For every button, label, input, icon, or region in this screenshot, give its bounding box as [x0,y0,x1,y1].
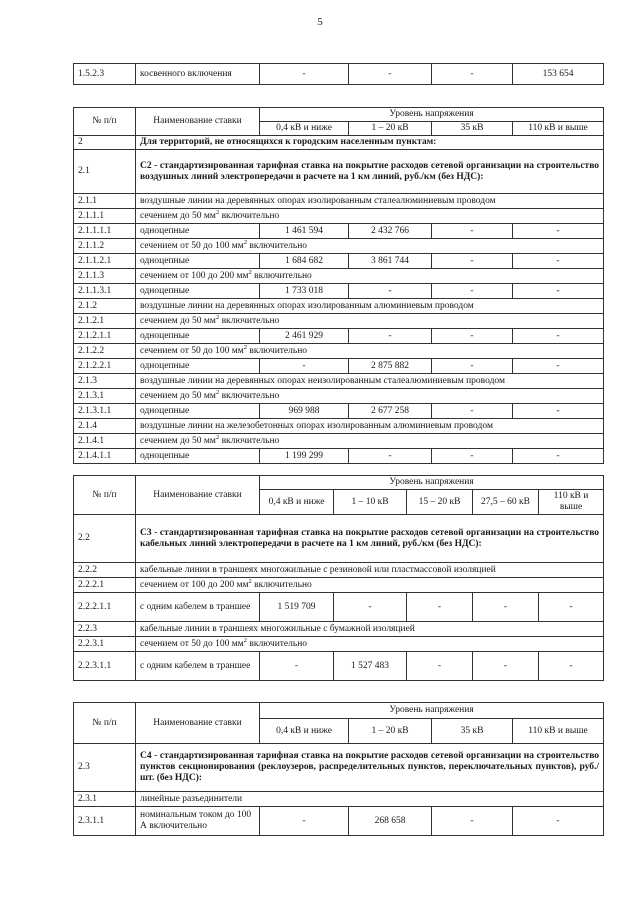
row-number: 2.1.1.3 [74,269,136,284]
description-text: кабельные линии в траншеях многожильные с бумажной изоляцией [140,623,415,634]
header-col: 110 кВ и выше [513,122,604,136]
row-name: с одним кабелем в траншее [136,652,260,681]
row-number: 2.1.2.2.1 [74,359,136,374]
value-cell: - [513,449,604,464]
description-text: сечением до 50 мм [140,315,216,326]
description-text: сечением от 100 до 200 мм [140,270,249,281]
row-number: 2.2.3 [74,622,136,637]
row-number: 2.2.2.1 [74,578,136,593]
value-cell: 2 875 882 [349,359,432,374]
value-cell: - [539,652,604,681]
table-row [74,419,604,434]
value-cell: 969 988 [260,404,349,419]
row-number: 2.1.2.2 [74,344,136,359]
header-num: № п/п [74,476,136,515]
value-cell: - [260,807,349,836]
description-tail: включительно [219,390,280,401]
table-row [74,239,604,254]
table-row [74,434,604,449]
header-col: 15 – 20 кВ [407,490,473,515]
value-cell: - [432,329,513,344]
description-text: сечением от 100 до 200 мм [140,579,249,590]
table-row [74,299,604,314]
value-cell: - [432,807,513,836]
header-num: № п/п [74,703,136,744]
description-text: сечением до 50 мм [140,210,216,221]
row-description [136,314,604,329]
section-title: Для территорий, не относящихся к городским населенным пунктам: [136,136,604,150]
table-row [74,563,604,578]
value-cell: 1 527 483 [334,652,407,681]
table-row [74,792,604,807]
superscript: 2 [215,433,220,441]
row-number: 2.2.3.1.1 [74,652,136,681]
header-col: 110 кВ и выше [513,719,604,744]
row-name: номинальным током до 100 А включительно [136,807,260,836]
value-cell: - [260,652,334,681]
description-tail: включительно [246,638,308,649]
row-description [136,622,604,637]
description-text: сечением от 50 до 100 мм [140,638,244,649]
row-number: 2.1.1.1 [74,209,136,224]
value-cell: - [432,449,513,464]
row-name: одноцепные [136,449,260,464]
value-cell: - [334,593,407,622]
table-c3 [73,475,604,681]
table-row [74,578,604,593]
table-row [74,374,604,389]
row-name: с одним кабелем в траншее [136,593,260,622]
row-number: 2.1.2.1 [74,314,136,329]
row-number: 2.1.4 [74,419,136,434]
value-cell: - [432,284,513,299]
row-number: 2.3 [74,744,136,792]
description-tail: включительно [219,315,280,326]
table-row [74,194,604,209]
row-number: 1.5.2.3 [74,64,136,85]
row-name: одноцепные [136,284,260,299]
row-description [136,344,604,359]
value-cell: - [260,359,349,374]
value-cell: - [432,359,513,374]
table-row [74,64,604,85]
value-cell: 3 861 744 [349,254,432,269]
row-number: 2.3.1.1 [74,807,136,836]
row-description [136,563,604,578]
superscript: 2 [215,388,220,396]
superscript: 2 [215,313,220,321]
value-cell: - [349,329,432,344]
value-cell: 153 654 [513,64,604,85]
header-name: Наименование ставки [136,108,260,136]
row-name: одноцепные [136,329,260,344]
value-cell: 1 461 594 [260,224,349,239]
row-number: 2.1.4.1 [74,434,136,449]
header-col: 35 кВ [432,719,513,744]
row-description [136,209,604,224]
row-number: 2.2 [74,515,136,563]
description-tail: включительно [246,240,308,251]
value-cell: - [513,254,604,269]
value-cell: - [473,593,539,622]
row-number: 2.1.1.1.1 [74,224,136,239]
value-cell: - [432,404,513,419]
value-cell: - [513,404,604,419]
header-level: Уровень напряжения [260,703,604,719]
description-text: воздушные линии на железобетонных опорах изолированным алюминиевым проводом [140,420,493,431]
value-cell: - [513,329,604,344]
description-tail: включительно [219,435,280,446]
row-description [136,269,604,284]
group-title: С4 - стандартизированная тарифная ставка на покрытие расходов сетевой организации на строительство пунктов секционирования (реклоузеров, распределительных пунктов, переключательных пунктов), руб./шт. (без НДС): [136,744,604,792]
value-cell: - [432,64,513,85]
superscript: 2 [248,268,252,276]
table-row [74,807,604,836]
table-row [74,637,604,652]
description-tail: включительно [251,270,312,281]
row-description [136,194,604,209]
row-name: одноцепные [136,359,260,374]
group-title: С3 - стандартизированная тарифная ставка на покрытие расходов сетевой организации на строительство кабельных линий электропередачи в расчете на 1 км линий, руб./км (без НДС): [136,515,604,563]
header-level: Уровень напряжения [260,108,604,122]
value-cell: 2 461 929 [260,329,349,344]
table-row [74,389,604,404]
group-row [74,150,604,194]
table-row [74,404,604,419]
row-number: 2.1.2.1.1 [74,329,136,344]
row-description [136,637,604,652]
header-level: Уровень напряжения [260,476,604,490]
table-row [74,593,604,622]
table-row [74,344,604,359]
value-cell: 1 199 299 [260,449,349,464]
row-number: 2 [74,136,136,150]
description-text: воздушные линии на деревянных опорах изолированным сталеалюминиевым проводом [140,195,496,206]
header-col: 0,4 кВ и ниже [260,490,334,515]
value-cell: 1 684 682 [260,254,349,269]
row-description [136,389,604,404]
row-number: 2.2.3.1 [74,637,136,652]
table-continuation [73,63,604,85]
header-col: 1 – 20 кВ [349,122,432,136]
row-number: 2.1.3.1.1 [74,404,136,419]
table-row [74,622,604,637]
header-col: 35 кВ [432,122,513,136]
table-row [74,224,604,239]
description-text: воздушные линии на деревянных опорах неизолированным сталеалюминиевым проводом [140,375,505,386]
group-row [74,744,604,792]
description-tail: включительно [219,210,280,221]
description-text: сечением до 50 мм [140,435,216,446]
description-text: сечением до 50 мм [140,390,216,401]
header-name: Наименование ставки [136,476,260,515]
superscript: 2 [215,208,220,216]
value-cell: - [260,64,349,85]
superscript: 2 [243,636,247,644]
row-name: одноцепные [136,254,260,269]
table-row [74,209,604,224]
value-cell: - [349,64,432,85]
row-name: косвенного включения [136,64,260,85]
row-name: одноцепные [136,404,260,419]
table-row [74,359,604,374]
row-number: 2.1 [74,150,136,194]
value-cell: - [432,254,513,269]
row-description [136,792,604,807]
table-c2 [73,107,604,464]
row-number: 2.1.3.1 [74,389,136,404]
value-cell: - [513,807,604,836]
table-row [74,329,604,344]
row-number: 2.1.4.1.1 [74,449,136,464]
description-text: воздушные линии на деревянных опорах изолированным алюминиевым проводом [140,300,474,311]
row-number: 2.2.2 [74,563,136,578]
value-cell: 2 432 766 [349,224,432,239]
group-row [74,515,604,563]
row-number: 2.1.2 [74,299,136,314]
value-cell: - [513,224,604,239]
row-description [136,578,604,593]
table-row [74,254,604,269]
superscript: 2 [248,577,252,585]
row-number: 2.2.2.1.1 [74,593,136,622]
value-cell: - [432,224,513,239]
description-tail: включительно [246,345,308,356]
value-cell: - [407,593,473,622]
value-cell: - [349,284,432,299]
row-number: 2.1.3 [74,374,136,389]
value-cell: - [513,359,604,374]
header-col: 110 кВ и выше [539,490,604,515]
value-cell: - [473,652,539,681]
value-cell: 2 677 258 [349,404,432,419]
description-text: сечением от 50 до 100 мм [140,345,244,356]
header-col: 1 – 10 кВ [334,490,407,515]
table-row [74,314,604,329]
value-cell: 268 658 [349,807,432,836]
row-description [136,299,604,314]
row-number: 2.3.1 [74,792,136,807]
row-name: одноцепные [136,224,260,239]
table-row [74,449,604,464]
description-text: линейные разъединители [140,793,243,804]
section-row [74,136,604,150]
header-num: № п/п [74,108,136,136]
row-description [136,239,604,254]
value-cell: - [407,652,473,681]
description-text: сечением от 50 до 100 мм [140,240,244,251]
value-cell: - [349,449,432,464]
description-tail: включительно [251,579,312,590]
header-col: 1 – 20 кВ [349,719,432,744]
superscript: 2 [243,238,247,246]
row-description [136,419,604,434]
row-number: 2.1.1.2.1 [74,254,136,269]
table-row [74,284,604,299]
superscript: 2 [243,343,247,351]
row-number: 2.1.1.3.1 [74,284,136,299]
group-title: С2 - стандартизированная тарифная ставка на покрытие расходов сетевой организации на строительство воздушных линий электропередачи в расчете на 1 км линий, руб./км (без НДС): [136,150,604,194]
header-col: 27,5 – 60 кВ [473,490,539,515]
table-row [74,652,604,681]
value-cell: 1 733 018 [260,284,349,299]
value-cell: - [539,593,604,622]
value-cell: - [513,284,604,299]
table-c4 [73,702,604,836]
row-description [136,434,604,449]
row-description [136,374,604,389]
header-col: 0,4 кВ и ниже [260,122,349,136]
page-number: 5 [317,16,323,28]
row-number: 2.1.1.2 [74,239,136,254]
description-text: кабельные линии в траншеях многожильные с резиновой или пластмассовой изоляцией [140,564,496,575]
table-row [74,269,604,284]
header-col: 0,4 кВ и ниже [260,719,349,744]
row-number: 2.1.1 [74,194,136,209]
value-cell: 1 519 709 [260,593,334,622]
header-name: Наименование ставки [136,703,260,744]
